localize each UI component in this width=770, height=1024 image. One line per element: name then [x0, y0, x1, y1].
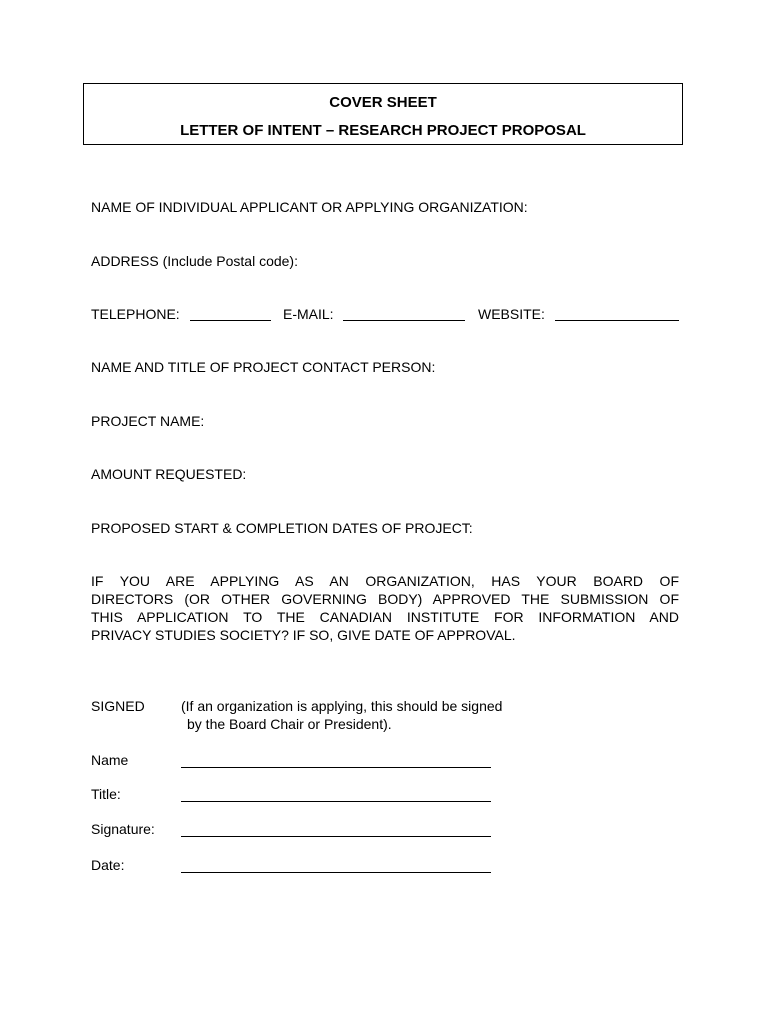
document-subtitle: LETTER OF INTENT – RESEARCH PROJECT PROPOSAL [180, 122, 586, 139]
signer-title-field[interactable] [181, 801, 491, 802]
date-field[interactable] [181, 872, 491, 873]
signer-name-field[interactable] [181, 767, 491, 768]
board-approval-question [91, 572, 679, 644]
address-label: ADDRESS (Include Postal code): [91, 253, 298, 269]
approval-question-line: IF YOU ARE APPLYING AS AN ORGANIZATION, HAS YOUR BOARD OF [91, 573, 679, 589]
signature-field[interactable] [181, 836, 491, 837]
signing-note-line-2: by the Board Chair or President). [187, 716, 392, 732]
approval-question-line: PRIVACY STUDIES SOCIETY? IF SO, GIVE DATE OF APPROVAL. [91, 627, 516, 643]
signature-label: Signature: [91, 821, 155, 837]
email-field[interactable] [343, 320, 465, 321]
signed-label: SIGNED [91, 698, 145, 714]
amount-requested-label: AMOUNT REQUESTED: [91, 466, 247, 482]
project-name-label: PROJECT NAME: [91, 413, 205, 429]
signer-title-label: Title: [91, 786, 121, 802]
approval-question-line: THIS APPLICATION TO THE CANADIAN INSTITUTE FOR INFORMATION AND [91, 609, 679, 625]
signing-note-line-1: (If an organization is applying, this should be signed [181, 698, 503, 714]
project-dates-label: PROPOSED START & COMPLETION DATES OF PROJECT: [91, 520, 473, 536]
telephone-label: TELEPHONE: [91, 306, 180, 322]
telephone-field[interactable] [190, 320, 271, 321]
applicant-name-label: NAME OF INDIVIDUAL APPLICANT OR APPLYING ORGANIZATION: [91, 199, 528, 215]
contact-person-label: NAME AND TITLE OF PROJECT CONTACT PERSON: [91, 359, 436, 375]
cover-sheet-header [83, 83, 683, 145]
email-label: E-MAIL: [283, 306, 334, 322]
approval-question-line: DIRECTORS (OR OTHER GOVERNING BODY) APPROVED THE SUBMISSION OF [91, 591, 679, 607]
website-field[interactable] [555, 320, 679, 321]
website-label: WEBSITE: [478, 306, 545, 322]
date-label: Date: [91, 857, 125, 873]
document-title: COVER SHEET [329, 94, 437, 111]
signer-name-label: Name [91, 752, 129, 768]
